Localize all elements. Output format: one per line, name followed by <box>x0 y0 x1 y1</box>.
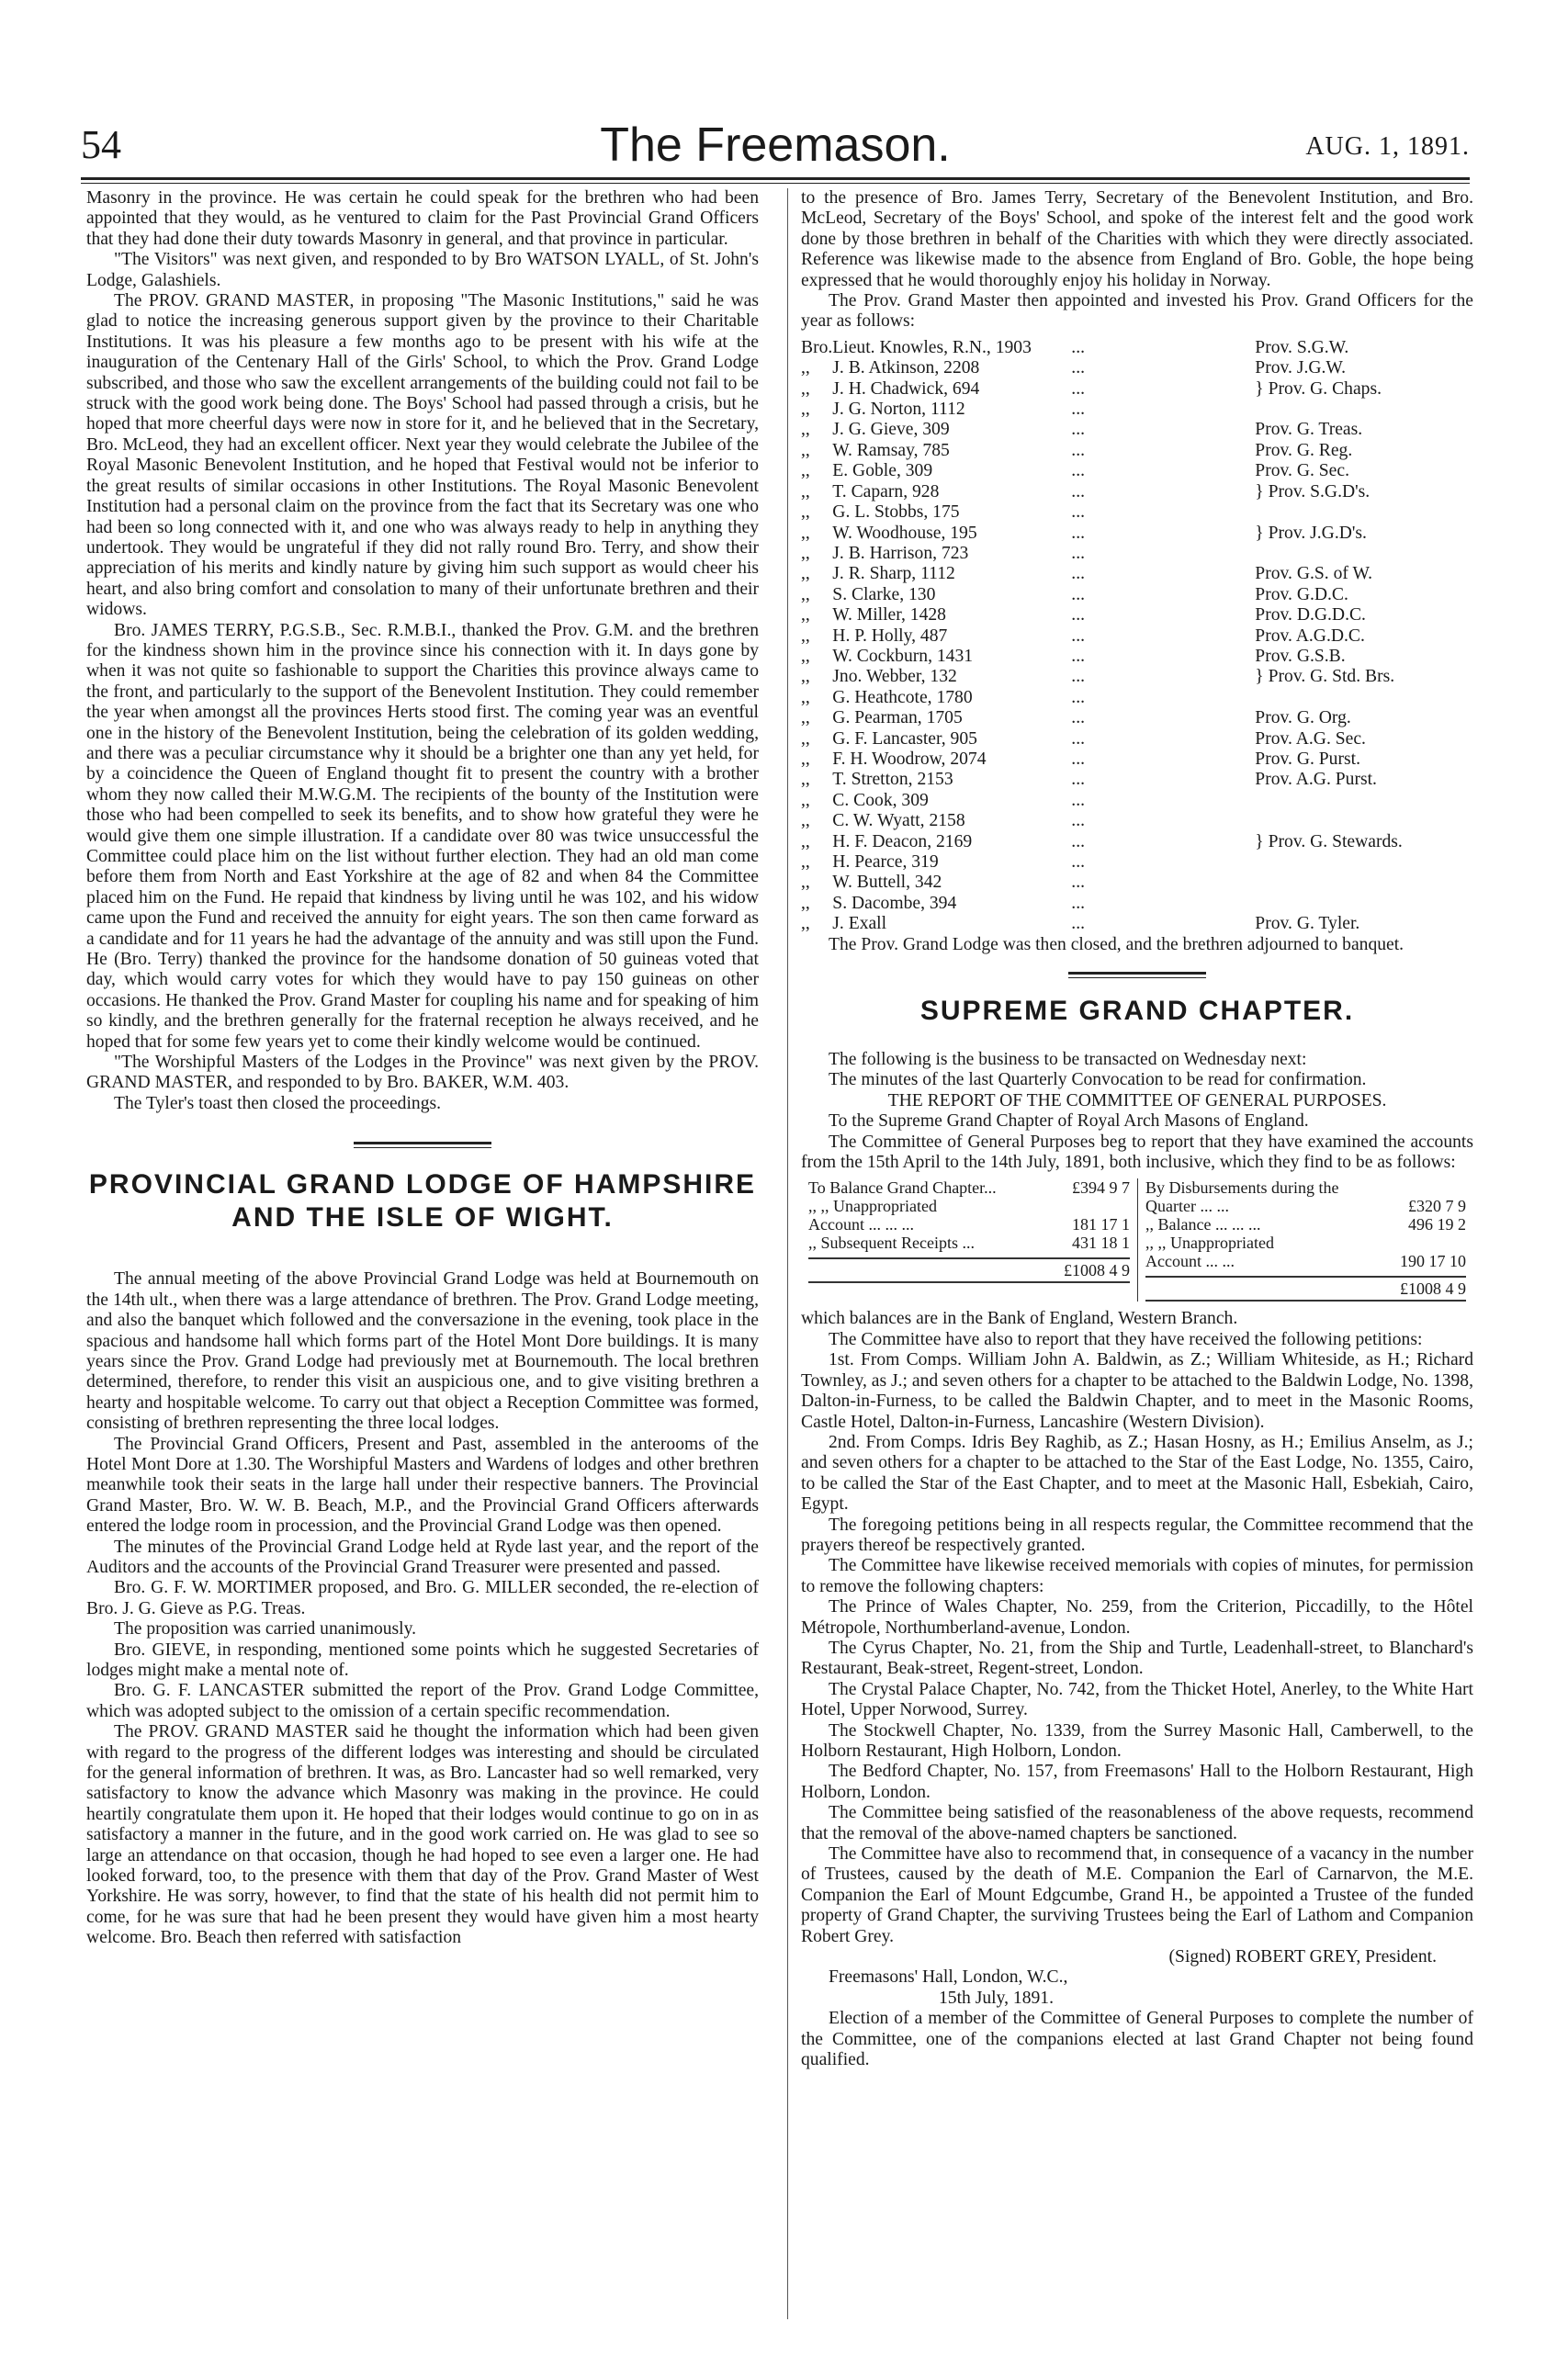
right-column <box>801 188 1473 2071</box>
leader-dots: ... <box>1071 852 1085 872</box>
paragraph: The Prov. Grand Lodge was then closed, and the brethren adjourned to banquet. <box>829 934 1404 954</box>
officer-prefix: ,, <box>801 440 810 460</box>
officer-prefix: ,, <box>801 481 810 502</box>
account-label: Account ... ... <box>1145 1252 1235 1271</box>
officer-row <box>801 585 1473 605</box>
section-heading: SUPREME GRAND CHAPTER. <box>919 996 1355 1027</box>
accounts-receipts <box>801 1178 1137 1302</box>
account-amount: 190 17 10 <box>1400 1252 1466 1271</box>
officer-row <box>801 811 1473 831</box>
officer-row <box>801 441 1473 461</box>
officer-name: S. Clarke, 130 <box>832 584 936 604</box>
header-rule <box>81 177 1470 180</box>
paragraph: "The Worshipful Masters of the Lodges in the Province" was next given by the PROV. GRAND MASTER, and responded to by Bro. BAKER, W.M. 403. <box>86 1053 759 1093</box>
paragraph: The PROV. GRAND MASTER said he thought the information which had been given with regard to the progress of the different lodges was interesting and should be circulated for the general information of brethren. It was, as Bro. Lancaster had so well remarked, very satisfactory to know the advance which Masonry was making in the province. He could heartily congratulate them upon it. He hoped that their lodges would continue to go on in as satisfactory a manner in the future, and in the good work carried on. He was glad to see so large an attendance on that occasion, though he had hoped to see even a larger one. He had looked forward, too, to the presence with them that day of the Prov. Grand Master of West Yorkshire. He was sorry, however, to find that the state of his health did not permit him to come, for he was sure that had he been present they would have given him a most hearty welcome. Bro. Beach then referred with satisfaction <box>86 1722 759 1948</box>
account-line <box>808 1215 1130 1234</box>
account-label: By Disbursements during the <box>1145 1178 1339 1198</box>
officer-name: H. F. Deacon, 2169 <box>832 831 973 851</box>
paragraph: The Bedford Chapter, No. 157, from Freemasons' Hall to the Holborn Restaurant, High Holborn, London. <box>801 1762 1473 1802</box>
officer-name: W. Miller, 1428 <box>832 605 946 625</box>
officer-name: J. G. Norton, 1112 <box>832 400 965 420</box>
officer-name: W. Cockburn, 1431 <box>832 646 974 666</box>
officer-prefix: Bro. <box>801 337 833 357</box>
issue-date: AUG. 1, 1891. <box>1305 132 1470 161</box>
officer-row <box>801 420 1473 440</box>
leader-dots: ... <box>1071 564 1085 584</box>
officer-prefix: ,, <box>801 749 810 769</box>
officer-row <box>801 852 1473 873</box>
page-header <box>81 118 1470 175</box>
account-amount: 496 19 2 <box>1408 1215 1466 1234</box>
account-amount: 431 18 1 <box>1072 1234 1130 1253</box>
paragraph: The Committee have also to recommend that, in consequence of a vacancy in the number of Trustees, caused by the death of M.E. Companion the Earl of Carnarvon, the M.E. Companion the Earl of Mount Edgcumbe, Grand H., be appointed a Trustee of the funded property of Grand Chapter, the surviving Trustees being the Earl of Lathom and Companion Robert Grey. <box>801 1844 1473 1946</box>
leader-dots: ... <box>1071 728 1085 749</box>
account-line <box>1145 1197 1466 1215</box>
leader-dots: ... <box>1071 337 1085 357</box>
leader-dots: ... <box>1071 400 1085 420</box>
officer-prefix: ,, <box>801 893 810 913</box>
officer-row <box>801 647 1473 667</box>
paragraph: The Crystal Palace Chapter, No. 742, from the Thicket Hotel, Anerley, to the White Hart Hotel, Upper Norwood, Surrey. <box>801 1679 1473 1720</box>
accounts-disbursements <box>1137 1178 1473 1302</box>
officer-prefix: ,, <box>801 646 810 666</box>
address: Freemasons' Hall, London, W.C., <box>829 1967 1068 1988</box>
officer-office: Prov. G. Org. <box>1255 708 1351 728</box>
officer-prefix: ,, <box>801 523 810 543</box>
officer-office: Prov. G. Treas. <box>1255 420 1363 440</box>
paragraph: The proposition was carried unanimously. <box>114 1619 417 1640</box>
officer-row <box>801 605 1473 625</box>
leader-dots: ... <box>1071 831 1085 851</box>
officer-row <box>801 379 1473 400</box>
account-label: ,, ,, Unappropriated <box>1145 1234 1274 1253</box>
account-total: £1008 4 9 <box>1145 1276 1466 1302</box>
officer-name: J. B. Harrison, 723 <box>832 543 969 563</box>
officer-prefix: ,, <box>801 625 810 646</box>
leader-dots: ... <box>1071 667 1085 687</box>
officer-row <box>801 338 1473 358</box>
officer-name: J. H. Chadwick, 694 <box>832 378 980 399</box>
officer-name: G. F. Lancaster, 905 <box>832 728 977 749</box>
paragraph: which balances are in the Bank of England, Western Branch. <box>801 1309 1238 1329</box>
officer-prefix: ,, <box>801 584 810 604</box>
officer-name: J. R. Sharp, 1112 <box>832 564 955 584</box>
account-label: ,, Balance ... ... ... <box>1145 1215 1261 1234</box>
paragraph: 1st. From Comps. William John A. Baldwin, as Z.; William Whiteside, as H.; Richard Townley, as J.; and seven others for a chapter to be attached to the Baldwin Lodge, No. 1398, Dalton-in-Furness, to be called the Baldwin Chapter, and to meet in the Masonic Rooms, Castle Hotel, Dalton-in-Furness, Lancashire (Western Division). <box>801 1350 1473 1432</box>
officer-prefix: ,, <box>801 770 810 790</box>
paragraph: The Committee being satisfied of the reasonableness of the above requests, recommend that the removal of the above-named chapters be sanctioned. <box>801 1803 1473 1843</box>
leader-dots: ... <box>1071 461 1085 481</box>
officer-prefix: ,, <box>801 667 810 687</box>
section-heading: PROVINCIAL GRAND LODGE OF HAMPSHIRE AND THE ISLE OF WIGHT. <box>88 1169 757 1234</box>
officer-office: } Prov. J.G.D's. <box>1255 523 1367 543</box>
officer-prefix: ,, <box>801 543 810 563</box>
account-total: £1008 4 9 <box>808 1257 1130 1283</box>
officer-name: J. Exall <box>832 914 887 934</box>
officer-name: W. Woodhouse, 195 <box>832 523 977 543</box>
leader-dots: ... <box>1071 749 1085 769</box>
paragraph: Masonry in the province. He was certain he could speak for the brethren who had been appointed that they would, as he ventured to claim for the Past Provincial Grand Officers that they had done their duty towards Masonry in general, and that province in particular. <box>86 188 759 249</box>
account-line <box>808 1197 1130 1215</box>
leader-dots: ... <box>1071 523 1085 543</box>
leader-dots: ... <box>1071 708 1085 728</box>
officer-prefix: ,, <box>801 564 810 584</box>
officer-prefix: ,, <box>801 687 810 707</box>
account-amount: £320 7 9 <box>1408 1197 1466 1216</box>
officer-office: Prov. S.G.W. <box>1255 337 1349 357</box>
account-line <box>1145 1252 1466 1270</box>
leader-dots: ... <box>1071 481 1085 502</box>
officer-prefix: ,, <box>801 502 810 523</box>
officer-office <box>1255 544 1473 564</box>
officer-prefix: ,, <box>801 708 810 728</box>
officer-office: Prov. G.D.C. <box>1255 584 1348 604</box>
officer-name: Lieut. Knowles, R.N., 1903 <box>832 337 1032 357</box>
officer-name: C. Cook, 309 <box>832 790 929 810</box>
leader-dots: ... <box>1071 420 1085 440</box>
officer-office <box>1255 688 1473 708</box>
officer-prefix: ,, <box>801 914 810 934</box>
paragraph: The following is the business to be transacted on Wednesday next: <box>829 1050 1307 1070</box>
paragraph: 2nd. From Comps. Idris Bey Raghib, as Z.; Hasan Hosny, as H.; Emilius Anselm, as J.; and seven others for a chapter to be attached to the Star of the East Lodge, No. 1355, Cairo, to be called the Star of the East Chapter, and to meet at the Masonic Hall, Esbekiah, Cairo, Egypt. <box>801 1432 1473 1515</box>
paragraph: The PROV. GRAND MASTER, in proposing "The Masonic Institutions," said he was glad to notice the increasing generous support given by the province to their Charitable Institutions. It was his pleasure a few months ago to be present with his wife at the inauguration of the Centenary Hall of the Girls' School, to which the Prov. Grand Lodge subscribed, and those who saw the excellent arrangements of the building could not fail to be struck with the good work being done. The Boys' School had passed through a crisis, but he hoped that more cheerful days were now in store for it, and he believed that in the Secretary, Bro. McLeod, they had an excellent officer. Next year they would celebrate the Jubilee of the Royal Masonic Benevolent Institution, and he hoped that Festival would not be inferior to the great results of similar occasions in other Institutions. The Royal Masonic Benevolent Institution had a personal claim on the province from the fact that its Secretary was one who had been so long connected with it, and one who was always ready to help in anything they undertook. They would be ungrateful if they did not rally round Bro. Terry, and show their appreciation of his merits and kindly nature by giving him such support as would cheer his heart, and also bring comfort and consolation to many of their unfortunate brethren and their widows. <box>86 291 759 620</box>
leader-dots: ... <box>1071 502 1085 523</box>
officer-row <box>801 400 1473 420</box>
officer-row <box>801 914 1473 934</box>
leader-dots: ... <box>1071 687 1085 707</box>
officer-row <box>801 832 1473 852</box>
officer-office: } Prov. G. Std. Brs. <box>1255 667 1395 687</box>
officer-office: Prov. G.S.B. <box>1255 646 1346 666</box>
officer-row <box>801 544 1473 564</box>
officer-name: J. B. Atkinson, 2208 <box>832 358 980 378</box>
paragraph: Bro. JAMES TERRY, P.G.S.B., Sec. R.M.B.I., thanked the Prov. G.M. and the brethren for the kindness shown him in the province since his connection with it. In days gone by when it was not quite so fashionable to support the Charities this province always came to the front, and particularly to the support of the Benevolent Institution. They could remember the year when amongst all the provinces Herts stood first. The coming year was an eventful one in the history of the Benevolent Institution, being the celebration of its golden wedding, and there was a peculiar circumstance why it should be a brighter one than any yet held, for by a coincidence the Queen of England thought fit to present the country with a brother whom they now called their M.W.G.M. The recipients of the bounty of the Institution were those who had been compelled to seek its benefits, and to show how grateful they were he would give them one simple illustration. If a candidate over 80 was twice unsuccessful the Committee could place him on the list without further election. They had an old man come before them from North and East Yorkshire at the age of 82 and when 84 the Committee placed him on the Fund. He repaid that kindness by living until he was 102, and his widow came upon the Fund and received the annuity for eight years. The son then came forward as a candidate and for 11 years he had the advantage of the annuity and was still upon the Fund. He (Bro. Terry) thanked the province for the handsome donation of 50 guineas voted that day, which would carry votes for which they would have to pay 150 guineas on other occasions. He thanked the Prov. Grand Master for coupling his name and for speaking of him so kindly, and the brethren generally for the fraternal reception he always received, and he hoped that for some few years yet to come their kindly welcome would be continued. <box>86 620 759 1052</box>
paragraph: The foregoing petitions being in all respects regular, the Committee recommend that the prayers thereof be respectively granted. <box>801 1515 1473 1555</box>
account-amount: £394 9 7 <box>1072 1178 1130 1198</box>
leader-dots: ... <box>1071 378 1085 399</box>
officer-row <box>801 729 1473 749</box>
officer-office: Prov. G. Sec. <box>1255 461 1349 481</box>
officer-prefix: ,, <box>801 811 810 831</box>
officer-office <box>1255 502 1473 523</box>
officer-office: Prov. G. Reg. <box>1255 440 1353 460</box>
leader-dots: ... <box>1071 646 1085 666</box>
leader-dots: ... <box>1071 584 1085 604</box>
officer-name: C. W. Wyatt, 2158 <box>832 811 965 831</box>
officer-row <box>801 749 1473 770</box>
officer-office <box>1255 873 1473 893</box>
officer-office <box>1255 852 1473 873</box>
subheading: THE REPORT OF THE COMMITTEE OF GENERAL PURPOSES. <box>887 1090 1387 1110</box>
officer-name: W. Buttell, 342 <box>832 873 942 893</box>
officer-prefix: ,, <box>801 358 810 378</box>
paragraph: The Tyler's toast then closed the proceedings. <box>114 1093 442 1113</box>
paragraph: "The Visitors" was next given, and responded to by Bro WATSON LYALL, of St. John's Lodge, Galashiels. <box>86 250 759 290</box>
paragraph: The Stockwell Chapter, No. 1339, from the Surrey Masonic Hall, Camberwell, to the Holborn Restaurant, High Holborn, London. <box>801 1720 1473 1761</box>
officer-office <box>1255 894 1473 914</box>
page-number: 54 <box>81 122 121 167</box>
officer-name: G. L. Stobbs, 175 <box>832 502 960 523</box>
section-rule <box>1068 972 1206 978</box>
officer-office: Prov. G.S. of W. <box>1255 564 1373 584</box>
paragraph: The Provincial Grand Officers, Present and Past, assembled in the anterooms of the Hotel Mont Dore at 1.30. The Worshipful Masters and Wardens of lodges and other brethren meanwhile took their seats in the large hall under their respective banners. The Provincial Grand Master, Bro. W. W. B. Beach, M.P., and the Provincial Grand Officers afterwards entered the lodge room in procession, and the Provincial Grand Lodge was then opened. <box>86 1434 759 1537</box>
officer-prefix: ,, <box>801 400 810 420</box>
officer-row <box>801 524 1473 544</box>
paragraph: The Committee have also to report that they have received the following petitions: <box>829 1329 1423 1349</box>
paragraph: Bro. GIEVE, in responding, mentioned some points which he suggested Secretaries of lodges might make a mental note of. <box>86 1640 759 1680</box>
officer-office: } Prov. S.G.D's. <box>1255 481 1371 502</box>
account-line <box>808 1234 1130 1252</box>
account-amount: 181 17 1 <box>1072 1215 1130 1234</box>
leader-dots: ... <box>1071 790 1085 810</box>
leader-dots: ... <box>1071 543 1085 563</box>
officer-row <box>801 667 1473 687</box>
officer-office: Prov. A.G. Purst. <box>1255 770 1377 790</box>
signature: (Signed) ROBERT GREY, President. <box>1168 1947 1437 1967</box>
paragraph: The Prov. Grand Master then appointed and invested his Prov. Grand Officers for the year as follows: <box>801 291 1473 332</box>
officer-prefix: ,, <box>801 873 810 893</box>
officer-row <box>801 626 1473 647</box>
officer-office: Prov. J.G.W. <box>1255 358 1347 378</box>
officer-office: Prov. G. Purst. <box>1255 749 1360 769</box>
paragraph: Bro. G. F. LANCASTER submitted the report of the Prov. Grand Lodge Committee, which was adopted subject to the omission of a certain specific recommendation. <box>86 1681 759 1721</box>
paragraph: The annual meeting of the above Provincial Grand Lodge was held at Bournemouth on the 14th ult., when there was a large attendance of brethren. The Prov. Grand Lodge meeting, and also the banquet which followed and the conversazione in the evening, took place in the spacious and handsome hall which forms part of the Hotel Mont Dore buildings. It is many years since the Prov. Grand Lodge had previously met at Bournemouth. The local brethren determined, therefore, to render this visit an auspicious one, and to give visiting brethren a hearty and hospitable welcome. To carry out that object a Reception Committee was formed, consisting of brethren representing the three local lodges. <box>86 1269 759 1434</box>
leader-dots: ... <box>1071 440 1085 460</box>
officer-prefix: ,, <box>801 378 810 399</box>
officer-office: Prov. A.G. Sec. <box>1255 728 1366 749</box>
officer-prefix: ,, <box>801 605 810 625</box>
officer-row <box>801 688 1473 708</box>
account-label: ,, Subsequent Receipts ... <box>808 1234 975 1253</box>
masthead: The Freemason. <box>600 118 951 172</box>
account-line <box>1145 1234 1466 1252</box>
officer-office: } Prov. G. Chaps. <box>1255 378 1382 399</box>
officer-row <box>801 564 1473 584</box>
leader-dots: ... <box>1071 914 1085 934</box>
officer-name: W. Ramsay, 785 <box>832 440 950 460</box>
account-label: To Balance Grand Chapter... <box>808 1178 997 1198</box>
officer-name: S. Dacombe, 394 <box>832 893 957 913</box>
paragraph: The minutes of the Provincial Grand Lodge held at Ryde last year, and the report of the Auditors and the accounts of the Provincial Grand Treasurer were presented and passed. <box>86 1537 759 1577</box>
leader-dots: ... <box>1071 811 1085 831</box>
signature-date: 15th July, 1891. <box>939 1988 1055 2008</box>
officer-name: J. G. Gieve, 309 <box>832 420 950 440</box>
officer-office: } Prov. G. Stewards. <box>1255 831 1403 851</box>
officer-row <box>801 770 1473 790</box>
account-line <box>1145 1178 1466 1197</box>
officer-name: H. P. Holly, 487 <box>832 625 948 646</box>
officer-name: T. Stretton, 2153 <box>832 770 953 790</box>
officer-row <box>801 873 1473 893</box>
account-line <box>1145 1215 1466 1234</box>
leader-dots: ... <box>1071 893 1085 913</box>
account-label: ,, ,, Unappropriated <box>808 1197 937 1216</box>
leader-dots: ... <box>1071 605 1085 625</box>
leader-dots: ... <box>1071 873 1085 893</box>
officers-list <box>801 338 1473 935</box>
leader-dots: ... <box>1071 358 1085 378</box>
column-divider <box>787 188 788 2319</box>
officer-prefix: ,, <box>801 790 810 810</box>
officer-row <box>801 708 1473 728</box>
officer-prefix: ,, <box>801 461 810 481</box>
officer-prefix: ,, <box>801 831 810 851</box>
header-rule-thin <box>81 183 1470 184</box>
officer-row <box>801 894 1473 914</box>
leader-dots: ... <box>1071 770 1085 790</box>
officer-prefix: ,, <box>801 852 810 872</box>
paragraph: to the presence of Bro. James Terry, Secretary of the Benevolent Institution, and Bro. McLeod, Secretary of the Boys' School, and spoke of the interest felt and the good work done by those brethren in behalf of the Charities with which they were directly associated. Reference was likewise made to the absence from England of Bro. Goble, the hope being expressed that he would thoroughly enjoy his holiday in Norway. <box>801 188 1473 290</box>
officer-name: E. Goble, 309 <box>832 461 933 481</box>
account-label: Quarter ... ... <box>1145 1197 1229 1216</box>
officer-office <box>1255 791 1473 811</box>
officer-prefix: ,, <box>801 728 810 749</box>
officer-name: F. H. Woodrow, 2074 <box>832 749 987 769</box>
paragraph: The Cyrus Chapter, No. 21, from the Ship and Turtle, Leadenhall-street, to Blanchard's Restaurant, Beak-street, Regent-street, London. <box>801 1638 1473 1679</box>
paragraph: Bro. G. F. W. MORTIMER proposed, and Bro. G. MILLER seconded, the re-election of Bro. J. G. Gieve as P.G. Treas. <box>86 1578 759 1618</box>
officer-name: G. Pearman, 1705 <box>832 708 963 728</box>
paragraph: The Committee of General Purposes beg to report that they have examined the accounts from the 15th April to the 14th July, 1891, both inclusive, which they find to be as follows: <box>801 1132 1473 1173</box>
account-line <box>808 1178 1130 1197</box>
paragraph: To the Supreme Grand Chapter of Royal Arch Masons of England. <box>829 1111 1309 1132</box>
officer-office <box>1255 400 1473 420</box>
officer-row <box>801 502 1473 523</box>
officer-name: Jno. Webber, 132 <box>832 667 957 687</box>
officer-name: G. Heathcote, 1780 <box>832 687 973 707</box>
account-label: Account ... ... ... <box>808 1215 914 1234</box>
officer-prefix: ,, <box>801 420 810 440</box>
section-rule <box>354 1142 491 1148</box>
officer-name: T. Caparn, 928 <box>832 481 940 502</box>
paragraph: Election of a member of the Committee of General Purposes to complete the number of the Committee, one of the companions elected at last Grand Chapter not being found qualified. <box>801 2009 1473 2070</box>
officer-office: Prov. A.G.D.C. <box>1255 625 1365 646</box>
officer-row <box>801 461 1473 481</box>
officer-row <box>801 791 1473 811</box>
officer-row <box>801 358 1473 378</box>
officer-office: Prov. G. Tyler. <box>1255 914 1360 934</box>
leader-dots: ... <box>1071 625 1085 646</box>
officer-office: Prov. D.G.D.C. <box>1255 605 1366 625</box>
officer-name: H. Pearce, 319 <box>832 852 939 872</box>
left-column <box>86 188 759 1949</box>
officer-row <box>801 482 1473 502</box>
accounts-table <box>801 1178 1473 1302</box>
paragraph: The minutes of the last Quarterly Convocation to be read for confirmation. <box>829 1070 1367 1090</box>
paragraph: The Prince of Wales Chapter, No. 259, from the Criterion, Piccadilly, to the Hôtel Métropole, Northumberland-avenue, London. <box>801 1597 1473 1638</box>
officer-office <box>1255 811 1473 831</box>
paragraph: The Committee have likewise received memorials with copies of minutes, for permission to remove the following chapters: <box>801 1556 1473 1596</box>
